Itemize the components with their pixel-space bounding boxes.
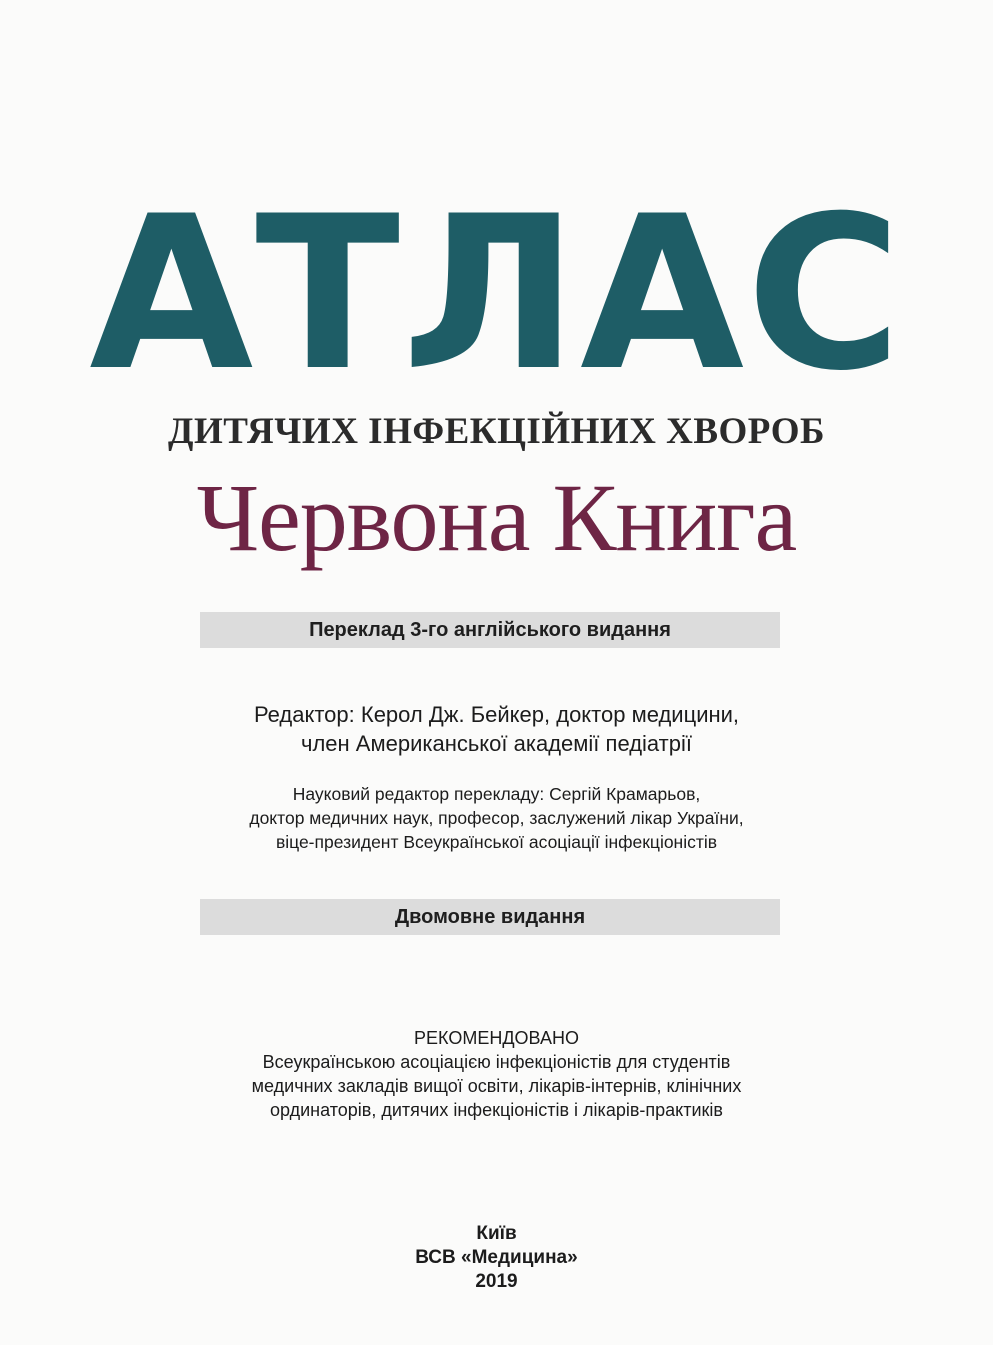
publisher-city: Київ [476,1223,517,1244]
book-subtitle: ДИТЯЧИХ ІНФЕКЦІЙНИХ ХВОРОБ [168,411,825,452]
translation-band: Переклад 3-го англійського видання [200,612,780,648]
publisher-name: ВСВ «Медицина» [415,1247,578,1268]
publication-year: 2019 [475,1271,518,1292]
bilingual-band: Двомовне видання [200,899,780,935]
scientific-editor-block [0,782,993,854]
editor-block [0,700,993,758]
recommendation-heading: РЕКОМЕНДОВАНО [414,1028,579,1048]
recommendation-line: Всеукраїнською асоціацією інфекціоністів для студентів [262,1052,731,1072]
editor-line: член Американської академії педіатрії [301,731,692,756]
scientific-editor-line: Науковий редактор перекладу: Сергій Крамарьов, [292,784,701,804]
book-title: АТЛАС [89,170,904,417]
scientific-editor-line: віце-президент Всеукраїнської асоціації інфекціоністів [275,832,718,852]
publisher-block [0,1222,993,1294]
recommendation-line: медичних закладів вищої освіти, лікарів-інтернів, клінічних [251,1076,742,1096]
scientific-editor-line: доктор медичних наук, професор, заслужений лікар України, [249,808,744,828]
editor-line: Редактор: Керол Дж. Бейкер, доктор медицини, [253,702,740,727]
recommendation-line: ординаторів, дитячих інфекціоністів і лікарів-практиків [270,1100,723,1120]
book-series-title: Червона Книга [196,464,797,571]
recommendation-block [0,1026,993,1122]
